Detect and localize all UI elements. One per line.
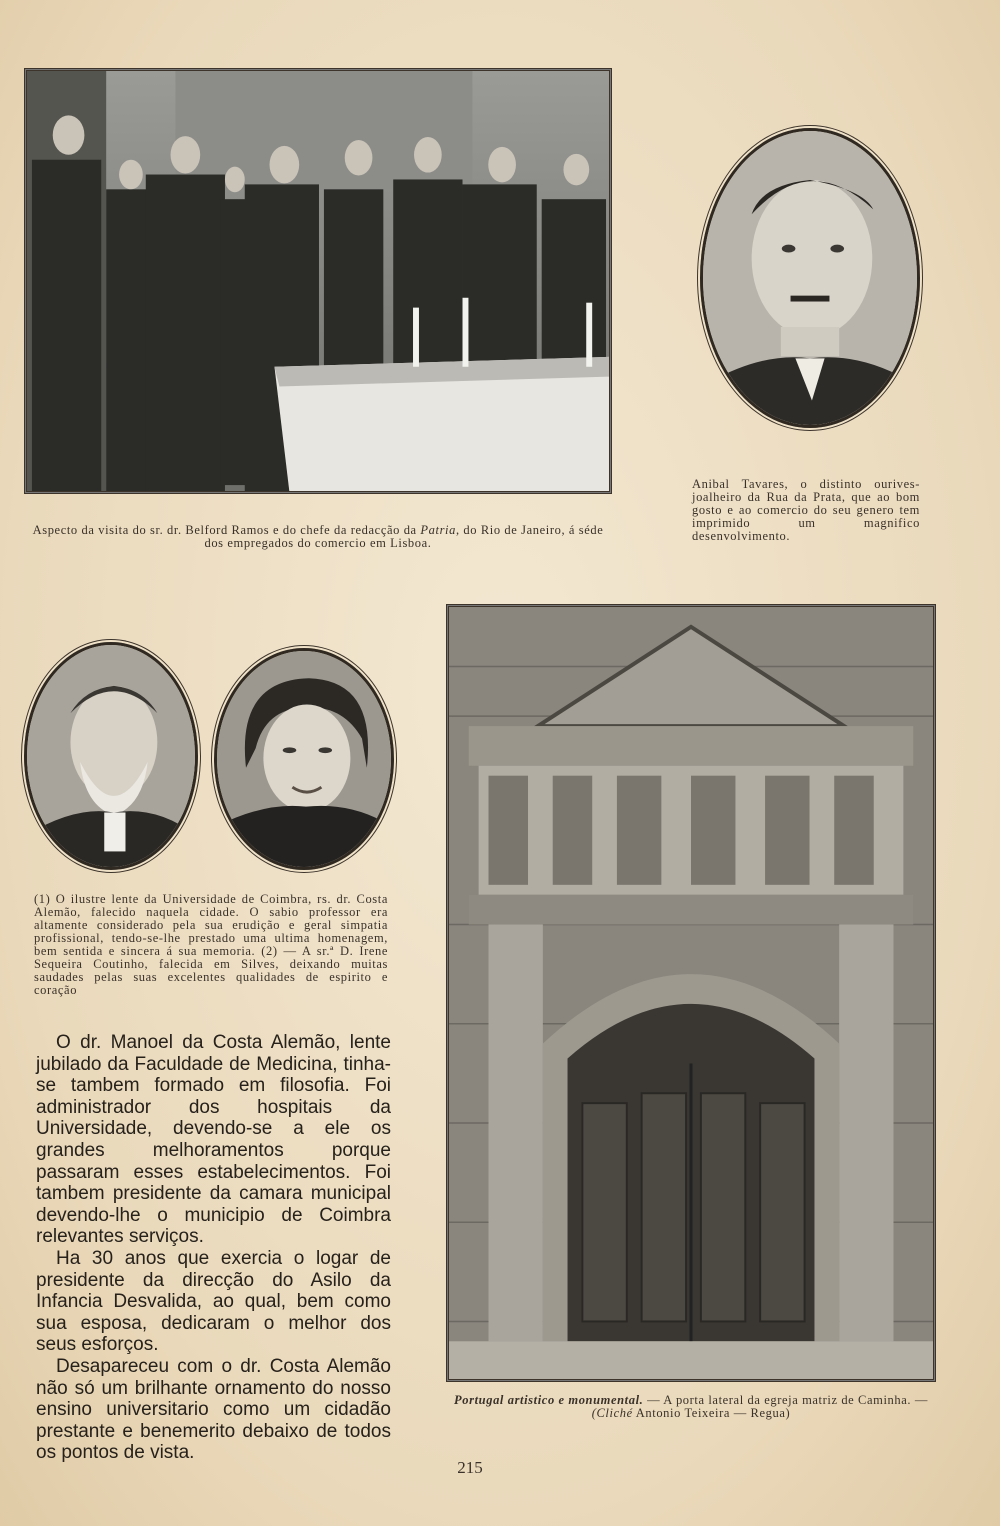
portal-caption [446,1394,936,1420]
banquet-caption-italic: Patria [420,523,456,537]
page-number: 215 [457,1458,483,1477]
article-paragraph-1: O dr. Manoel da Costa Alemão, lente jubilado da Faculdade de Medicina, tinha-se tambem formado em filosofia. Foi administrador dos hospitais da Universidade, devendo-se a ele os grandes melhoramentos porque passaram esses estabelecimentos. Foi tambem presidente da camara municipal devendo-lhe o municipio de Coimbra relevantes serviços. [36,1032,391,1248]
costa-alemao-portrait [24,642,198,870]
article-paragraph-2: Ha 30 anos que exercia o logar de presidente da direcção do Asilo da Infancia Desvalida, ao qual, bem como sua esposa, dedicaram o melhor dos seus esforços. [36,1247,391,1356]
tavares-caption: Anibal Tavares, o distinto ourives-joalheiro da Rua da Prata, que ao bom gosto e ao comercio do seu genero tem imprimido um magnifico desenvolvimento. [692,477,920,543]
portal-caption-credit: Antonio Teixeira — Regua) [632,1406,791,1420]
banquet-caption-end: , do Rio de Janeiro, á séde dos empregados do comercio em Lisboa. [204,523,604,550]
article [36,1032,391,1464]
banquet-photo [24,68,612,494]
portal-caption-title: Portugal artistico e monumental. [454,1393,644,1407]
tavares-portrait [700,128,920,428]
obituary-caption: (1) O ilustre lente da Universidade de Coimbra, rs. dr. Costa Alemão, falecido naquela cidade. O sabio professor era altamente considerado pela sua erudição e geral simpatia profissional, tendo-se-lhe prestado uma ultima homenagem, bem sentida e sincera á sua memoria. (2) — A sr.ª D. Irene Sequeira Coutinho, falecida em Silves, deixando muitas saudades pelas suas excelentes qualidades de espirito e coração [34,892,388,997]
banquet-caption [24,524,612,550]
irene-portrait [214,648,394,870]
article-paragraph-3: Desapareceu com o dr. Costa Alemão não só um brilhante ornamento do nosso ensino universitario como um cidadão prestante e benemerito debaixo de todos os pontos de vista. [36,1355,391,1464]
portal-caption-cliche: (Cliché [591,1406,633,1420]
banquet-caption-text: Aspecto da visita do sr. dr. Belford Ramos e do chefe da redacção da [32,523,421,537]
church-portal-photo [446,604,936,1382]
portal-caption-text: — A porta lateral da egreja matriz de Caminha. — [643,1393,928,1407]
